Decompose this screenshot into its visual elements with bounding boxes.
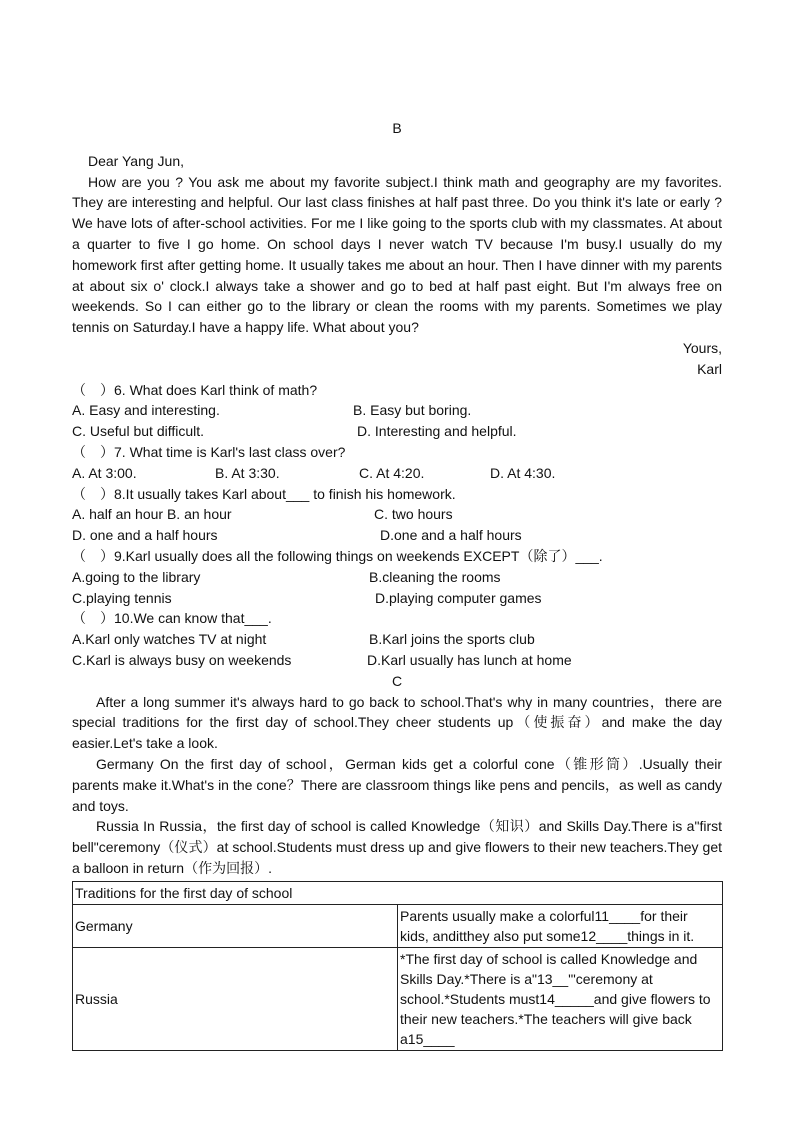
option-d-alt: D.one and a half hours	[380, 527, 522, 544]
passage-paragraph-russia: Russia In Russia，the first day of school is called Knowledge（知识）and Skills Day.There is a"first bell"ceremony（仪式）at school.Students must dress up and give flowers to their new teachers.They get a balloon in return（作为回报）.	[72, 818, 722, 876]
question-6-options-row-1	[72, 400, 722, 421]
question-8-options-row-1	[72, 504, 722, 525]
question-7-stem: （ ）7. What time is Karl's last class over?	[72, 443, 346, 460]
question-8-stem: （ ）8.It usually takes Karl about___ to finish his homework.	[72, 485, 456, 502]
table-text-cell: *The first day of school is called Knowledge and Skills Day.*There is a"13__'"ceremony at school.*Students must14_____and give flowers to their new teachers.*The teachers will give back a15____	[398, 947, 723, 1050]
option-c: C. At 4:20.	[359, 464, 425, 481]
option-a: A.Karl only watches TV at night	[72, 631, 267, 648]
passage-paragraph-intro: After a long summer it's always hard to go back to school.That's why in many countries，there are special traditions for the first day of school.They cheer students up（使振奋）and make the day easier.Let's take a look.	[72, 693, 722, 752]
question-6-options-row-2	[72, 421, 722, 442]
option-b: B.cleaning the rooms	[369, 568, 501, 585]
question-10-stem: （ ）10.We can know that___.	[72, 610, 272, 627]
option-a: A.going to the library	[72, 568, 201, 585]
question-8-options-row-2	[72, 525, 722, 546]
letter-body: How are you ? You ask me about my favorite subject.I think math and geography are my favorites. They are interesting and helpful. Our last class finishes at half past three. Do you think it's late or early ? We have lots of after-school activities. For me I like going to the sports club with my classmates. At about a quarter to five I go home. On school days I never watch TV because I'm busy.I usually do my homework first after getting home. It usually takes me about an hour. Then I have dinner with my parents at about six o' clock.I always take a shower and go to bed at half past eight. But I'm always free on weekends. So I can either go to the library or clean the rooms with my parents. Sometimes we play tennis on Saturday.I have a happy life. What about you?	[72, 173, 722, 336]
option-a: A. At 3:00.	[72, 464, 137, 481]
option-d: D. one and a half hours	[72, 527, 218, 544]
option-b: B.Karl joins the sports club	[369, 631, 535, 648]
option-d: D.playing computer games	[375, 589, 542, 606]
question-9-options-row-1	[72, 567, 722, 588]
passage-paragraph-germany: Germany On the first day of school，German kids get a colorful cone（锥形筒）.Usually their parents make it.What's in the cone？There are classroom things like pens and pencils，as well as candy and toys.	[72, 755, 722, 814]
option-c: C.Karl is always busy on weekends	[72, 651, 292, 668]
option-b: B. At 3:30.	[215, 464, 280, 481]
table-row	[73, 904, 723, 947]
section-c-heading: C	[391, 672, 403, 689]
option-a-b: A. half an hour B. an hour	[72, 506, 232, 523]
option-c: C. Useful but difficult.	[72, 423, 205, 440]
question-9-stem: （ ）9.Karl usually does all the following things on weekends EXCEPT（除了）___.	[72, 547, 603, 564]
option-a: A. Easy and interesting.	[72, 402, 220, 419]
table-header-row	[73, 881, 723, 904]
table-country-cell: Russia	[73, 947, 398, 1050]
option-d: D. Interesting and helpful.	[357, 423, 517, 440]
table-header-cell: Traditions for the first day of school	[73, 881, 723, 904]
document-page	[72, 118, 722, 1051]
table-country-cell: Germany	[73, 904, 398, 947]
question-9-options-row-2	[72, 588, 722, 609]
option-d: D.Karl usually has lunch at home	[367, 651, 572, 668]
question-7-options-row	[72, 463, 722, 484]
option-c: C.playing tennis	[72, 589, 172, 606]
letter-salutation: Dear Yang Jun,	[88, 152, 184, 169]
table-text-cell: Parents usually make a colorful11____for their kids, anditthey also put some12____things in it.	[398, 904, 723, 947]
table-row	[73, 947, 723, 1050]
question-10-options-row-1	[72, 629, 722, 650]
letter-closing: Yours,	[682, 339, 722, 356]
question-10-options-row-2	[72, 650, 722, 671]
section-b-heading: B	[392, 120, 402, 136]
option-c: C. two hours	[374, 506, 453, 523]
traditions-table	[72, 881, 723, 1051]
option-d: D. At 4:30.	[490, 464, 556, 481]
letter-signature: Karl	[697, 360, 722, 377]
option-b: B. Easy but boring.	[353, 402, 472, 419]
question-6-stem: （ ）6. What does Karl think of math?	[72, 381, 318, 398]
